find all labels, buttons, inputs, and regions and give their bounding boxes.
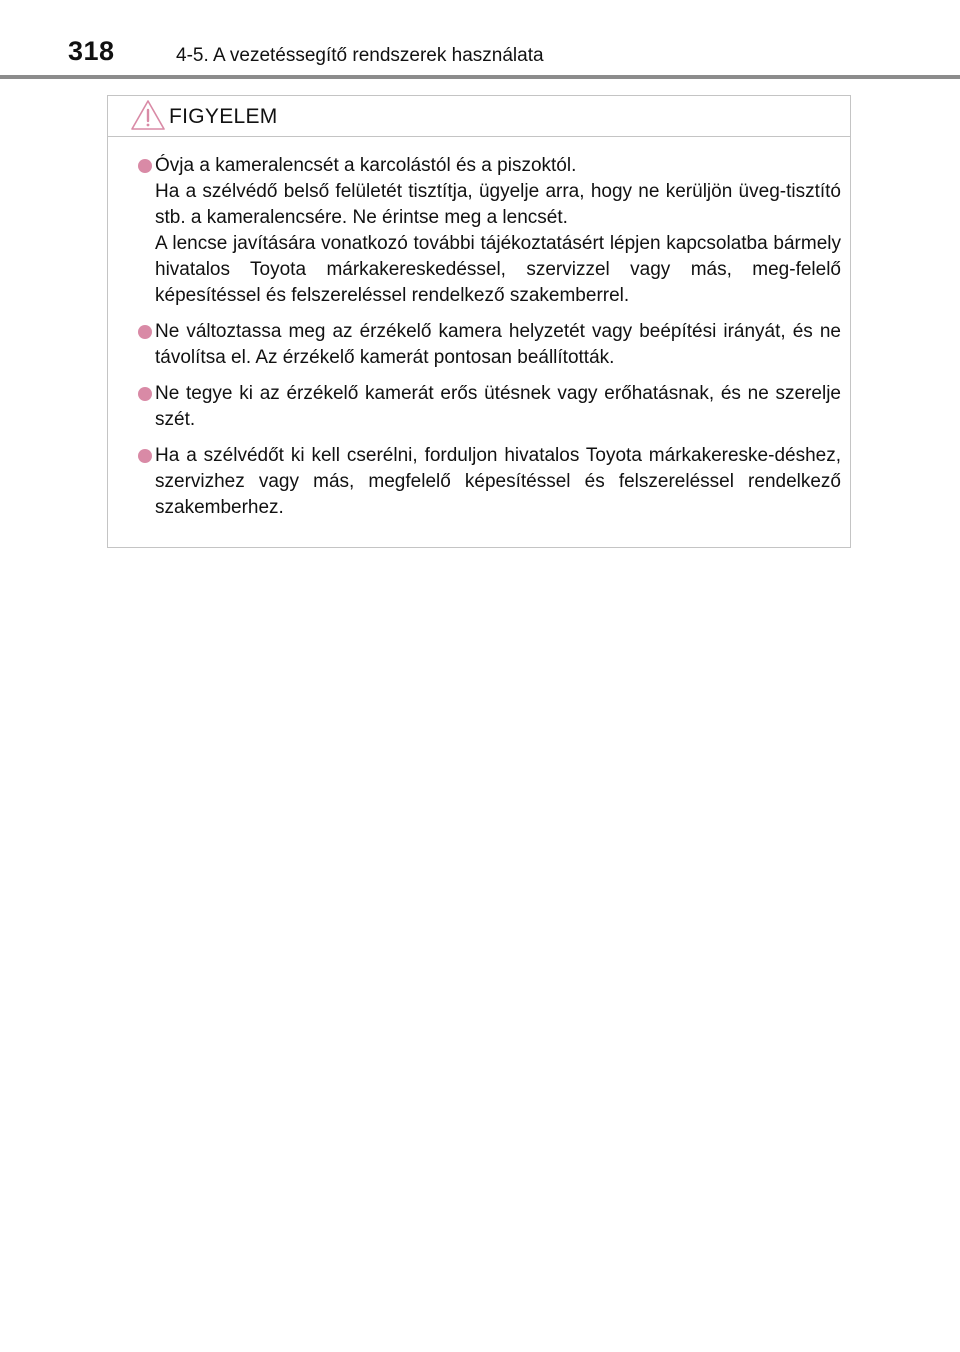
- list-item: [138, 381, 841, 433]
- warning-list: [108, 137, 850, 521]
- list-item: [138, 443, 841, 521]
- warning-triangle-icon: [130, 99, 166, 131]
- item-text: Óvja a kameralencsét a karcolástól és a piszoktól.: [155, 155, 577, 176]
- bullet-icon: [138, 449, 152, 463]
- bullet-icon: [138, 387, 152, 401]
- page-number: 318: [68, 36, 115, 66]
- item-text: Ha a szélvédőt ki kell cserélni, forduljon hivatalos Toyota márkakereske-déshez, szervizhez vagy más, megfelelő képesítéssel és felszereléssel rendelkező szakemberhez.: [155, 445, 841, 518]
- section-title: 4-5. A vezetéssegítő rendszerek használata: [176, 45, 544, 66]
- warning-title: FIGYELEM: [169, 105, 278, 128]
- item-text: Ne tegye ki az érzékelő kamerát erős ütésnek vagy erőhatásnak, és ne szerelje szét.: [155, 383, 841, 430]
- warning-box: [107, 95, 851, 548]
- list-item: [138, 153, 841, 309]
- bullet-icon: [138, 159, 152, 173]
- item-text: Ne változtassa meg az érzékelő kamera helyzetét vagy beépítési irányát, és ne távolítsa el. Az érzékelő kamerát pontosan beállították.: [155, 321, 841, 368]
- list-item: [138, 319, 841, 371]
- item-text: Ha a szélvédő belső felületét tisztítja, ügyelje arra, hogy ne kerüljön üveg-tisztító stb. a kameralencsére. Ne érintse meg a lencsét.: [155, 181, 841, 228]
- header-rule: [0, 75, 960, 79]
- page-header: [0, 0, 960, 78]
- warning-header: [108, 96, 850, 137]
- bullet-icon: [138, 325, 152, 339]
- item-text: A lencse javítására vonatkozó további tájékoztatásért lépjen kapcsolatba bármely hivatalos Toyota márkakereskedéssel, szervizzel vagy más, meg-felelő képesítéssel és felszereléssel rendelkező szakemberrel.: [155, 233, 841, 306]
